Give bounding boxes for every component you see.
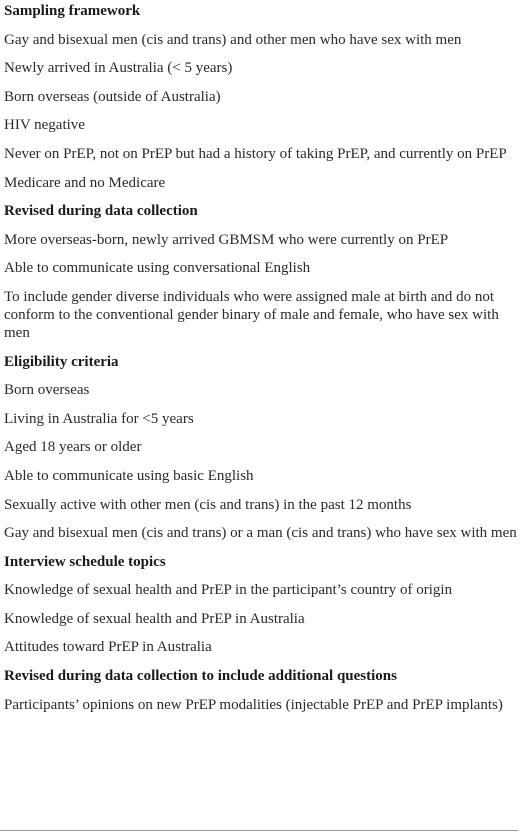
- list-item: Knowledge of sexual health and PrEP in the participant’s country of origin: [4, 582, 453, 599]
- list-item: Sexually active with other men (cis and trans) in the past 12 months: [4, 496, 412, 513]
- section-heading-additional-questions: Revised during data collection to include additional questions: [4, 668, 397, 685]
- list-item: Knowledge of sexual health and PrEP in Australia: [4, 610, 305, 627]
- section-heading-interview-schedule-topics: Interview schedule topics: [4, 553, 166, 570]
- list-item: Never on PrEP, not on PrEP but had a history of taking PrEP, and currently on PrEP: [4, 145, 507, 162]
- list-item: Gay and bisexual men (cis and trans) and other men who have sex with men: [4, 31, 462, 48]
- list-item: HIV negative: [4, 117, 85, 134]
- list-item: Newly arrived in Australia (< 5 years): [4, 60, 233, 77]
- section-heading-sampling-framework: Sampling framework: [4, 3, 141, 19]
- list-item: Aged 18 years or older: [4, 439, 142, 456]
- list-item: Born overseas (outside of Australia): [4, 88, 221, 105]
- list-item: Medicare and no Medicare: [4, 174, 166, 191]
- table-bottom-rule: [0, 830, 518, 831]
- list-item: To include gender diverse individuals who were assigned male at birth and do not conform to the conventional gender binary of male and female, who have sex with men: [4, 288, 499, 341]
- list-item: Gay and bisexual men (cis and trans) or a man (cis and trans) who have sex with men: [4, 525, 517, 542]
- section-heading-revised-during-data-collection: Revised during data collection: [4, 203, 198, 220]
- list-item: Living in Australia for <5 years: [4, 410, 194, 427]
- list-item: Participants’ opinions on new PrEP modalities (injectable PrEP and PrEP implants): [4, 696, 503, 713]
- list-item: Able to communicate using basic English: [4, 467, 254, 484]
- list-item: Born overseas: [4, 382, 90, 399]
- list-item: Attitudes toward PrEP in Australia: [4, 639, 212, 656]
- list-item: More overseas-born, newly arrived GBMSM who were currently on PrEP: [4, 231, 449, 248]
- section-heading-eligibility-criteria: Eligibility criteria: [4, 353, 119, 370]
- list-item: Able to communicate using conversational English: [4, 260, 311, 277]
